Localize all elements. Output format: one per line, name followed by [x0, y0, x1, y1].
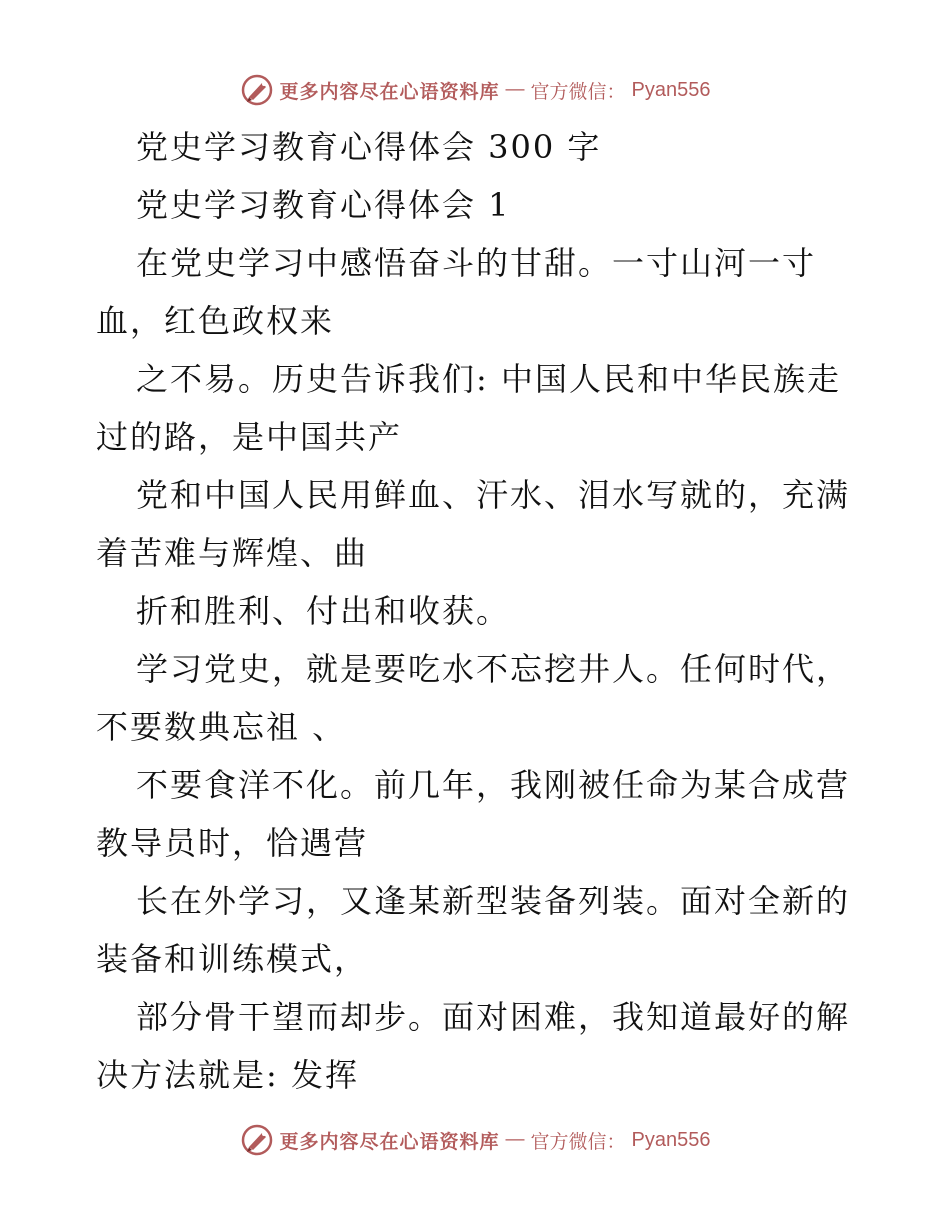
banner-account: Pyan556	[631, 1128, 711, 1151]
paragraph-line: 之不易。历史告诉我们: 中国人民和中华民族走	[136, 360, 841, 398]
paragraph-line: 不要食洋不化。前几年，我刚被任命为某合成营	[136, 766, 851, 804]
section-heading: 党史学习教育心得体会 1	[136, 186, 511, 224]
paragraph-line: 长在外学习，又逢某新型装备列装。面对全新的	[136, 882, 851, 920]
pen-logo-icon	[240, 73, 274, 107]
banner-account: Pyan556	[631, 78, 711, 101]
paragraph-line: 决方法就是: 发挥	[96, 1056, 359, 1094]
paragraph-line: 不要数典忘祖 、	[96, 708, 347, 746]
paragraph-line: 折和胜利、付出和收获。	[136, 592, 511, 630]
paragraph-line: 着苦难与辉煌、曲	[96, 534, 369, 572]
pen-logo-icon	[240, 1123, 274, 1157]
footer-banner	[0, 1120, 950, 1160]
paragraph-line: 装备和训练模式，	[96, 940, 369, 978]
document-title: 党史学习教育心得体会 300 字	[136, 128, 602, 166]
paragraph-line: 教导员时，恰遇营	[96, 824, 369, 862]
banner-brand: 更多内容尽在心语资料库	[279, 80, 500, 103]
banner-dash: —	[505, 1129, 525, 1150]
header-banner	[0, 70, 950, 110]
banner-dash: —	[505, 79, 525, 100]
paragraph-line: 部分骨干望而却步。面对困难，我知道最好的解	[136, 998, 851, 1036]
paragraph-line: 党和中国人民用鲜血、汗水、泪水写就的，充满	[136, 476, 851, 514]
banner-wechat-label: 官方微信：	[530, 80, 626, 103]
document-body	[96, 118, 866, 1104]
banner-wechat-label: 官方微信：	[530, 1130, 626, 1153]
paragraph-line: 学习党史，就是要吃水不忘挖井人。任何时代，	[136, 650, 851, 688]
paragraph-line: 过的路，是中国共产	[96, 418, 403, 456]
paragraph-line: 血，红色政权来	[96, 302, 335, 340]
paragraph-line: 在党史学习中感悟奋斗的甘甜。一寸山河一寸	[136, 244, 817, 282]
banner-brand: 更多内容尽在心语资料库	[279, 1130, 500, 1153]
